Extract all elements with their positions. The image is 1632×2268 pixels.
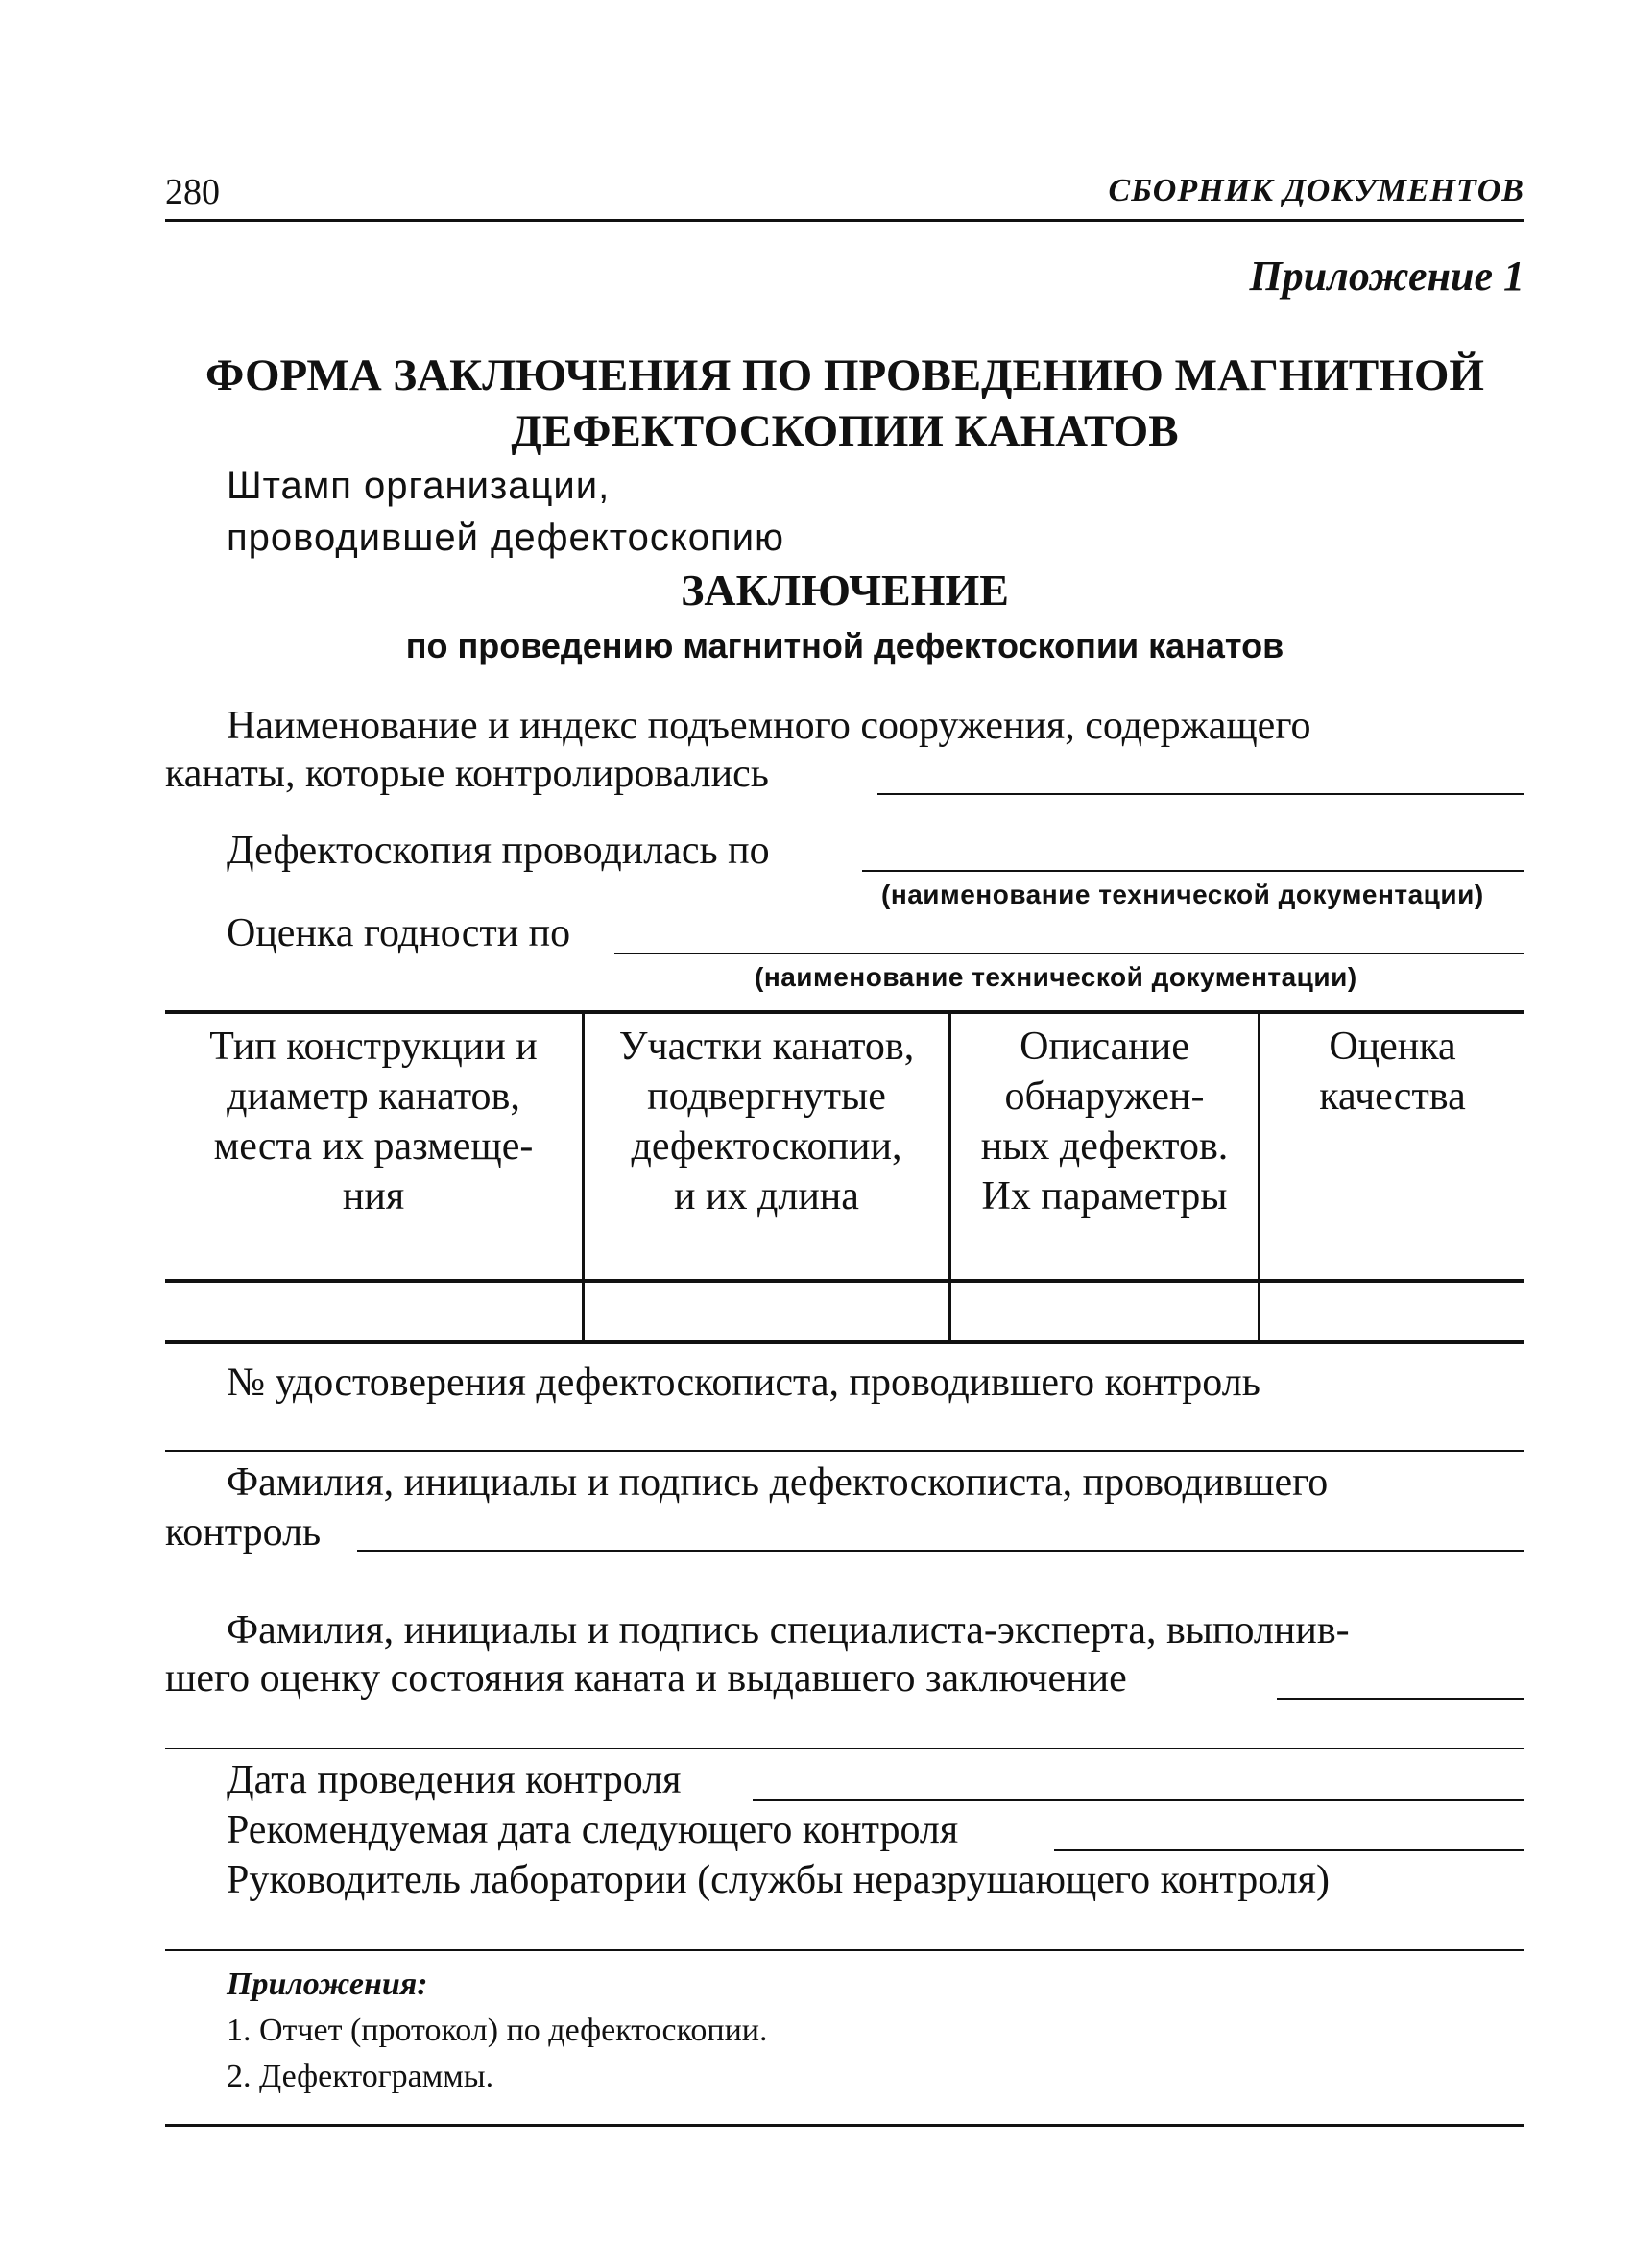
structure-name-field[interactable] (877, 793, 1524, 795)
bottom-rule (165, 2124, 1524, 2127)
form-title-line2: ДЕФЕКТОСКОПИИ КАНАТОВ (511, 406, 1179, 456)
fitness-basis-hint: (наименование технической документации) (755, 962, 1357, 992)
inspector-signature-label-line2: контроль (165, 1510, 322, 1555)
appendices-heading: Приложения: (227, 1966, 428, 2002)
conclusion-title: ЗАКЛЮЧЕНИЕ (681, 566, 1009, 615)
appendix-item: 2. Дефектограммы. (227, 2059, 494, 2094)
inspection-date-field[interactable] (753, 1799, 1524, 1801)
table-header-cell: Участки канатов, подвергнутые дефектоскопии, и их длина (618, 1025, 915, 1218)
inspection-basis-label: Дефектоскопия проводилась по (227, 829, 770, 873)
stamp-line1: Штамп организации, (227, 465, 611, 507)
table-header-cell: Описание обнаружен- ных дефектов. Их параметры (980, 1025, 1229, 1218)
inspection-basis-field[interactable] (862, 870, 1524, 872)
table-bottom-rule (165, 1340, 1524, 1344)
table-header-rule (165, 1279, 1524, 1283)
expert-signature-field-continued[interactable] (165, 1748, 1524, 1749)
table-header-cell: Оценка качества (1319, 1025, 1466, 1119)
next-inspection-date-label: Рекомендуемая дата следующего контроля (227, 1808, 959, 1852)
page-number: 280 (165, 172, 220, 212)
inspection-date-label: Дата проведения контроля (227, 1758, 682, 1802)
expert-signature-label-line1: Фамилия, инициалы и подпись специалиста-эксперта, выполнив- (227, 1608, 1350, 1653)
certificate-number-label: № удостоверения дефектоскописта, проводившего контроль (227, 1361, 1260, 1405)
table-cell[interactable] (585, 1285, 948, 1339)
expert-signature-field[interactable] (1277, 1698, 1524, 1700)
table-cell[interactable] (165, 1285, 582, 1339)
inspector-signature-label-line1: Фамилия, инициалы и подпись дефектоскописта, проводившего (227, 1460, 1329, 1505)
appendix-item: 1. Отчет (протокол) по дефектоскопии. (227, 2013, 768, 2048)
inspection-basis-hint: (наименование технической документации) (881, 880, 1484, 909)
next-inspection-date-field[interactable] (1054, 1849, 1524, 1851)
header-rule (165, 219, 1524, 222)
inspector-signature-field[interactable] (357, 1550, 1524, 1552)
stamp-line2: проводившей дефектоскопию (227, 517, 785, 559)
table-cell[interactable] (951, 1285, 1258, 1339)
structure-name-label-line2: канаты, которые контролировались (165, 752, 769, 796)
expert-signature-label-line2: шего оценку состояния каната и выдавшего заключение (165, 1656, 1127, 1701)
form-title-line1: ФОРМА ЗАКЛЮЧЕНИЯ ПО ПРОВЕДЕНИЮ МАГНИТНОЙ (205, 350, 1484, 400)
table-top-rule (165, 1010, 1524, 1014)
table-cell[interactable] (1260, 1285, 1524, 1339)
form-title (165, 348, 1524, 459)
structure-name-label-line1: Наименование и индекс подъемного сооружения, содержащего (227, 704, 1311, 748)
conclusion-subtitle: по проведению магнитной дефектоскопии канатов (405, 626, 1284, 665)
lab-head-label: Руководитель лаборатории (службы неразрушающего контроля) (227, 1858, 1330, 1902)
running-title: СБОРНИК ДОКУМЕНТОВ (1108, 173, 1524, 208)
fitness-basis-field[interactable] (614, 953, 1524, 954)
certificate-number-field[interactable] (165, 1450, 1524, 1452)
lab-head-field[interactable] (165, 1949, 1524, 1951)
appendix-label: Приложение 1 (1249, 253, 1524, 300)
fitness-basis-label: Оценка годности по (227, 911, 571, 955)
table-header-cell: Тип конструкции и диаметр канатов, места их размеще- ния (209, 1025, 538, 1218)
